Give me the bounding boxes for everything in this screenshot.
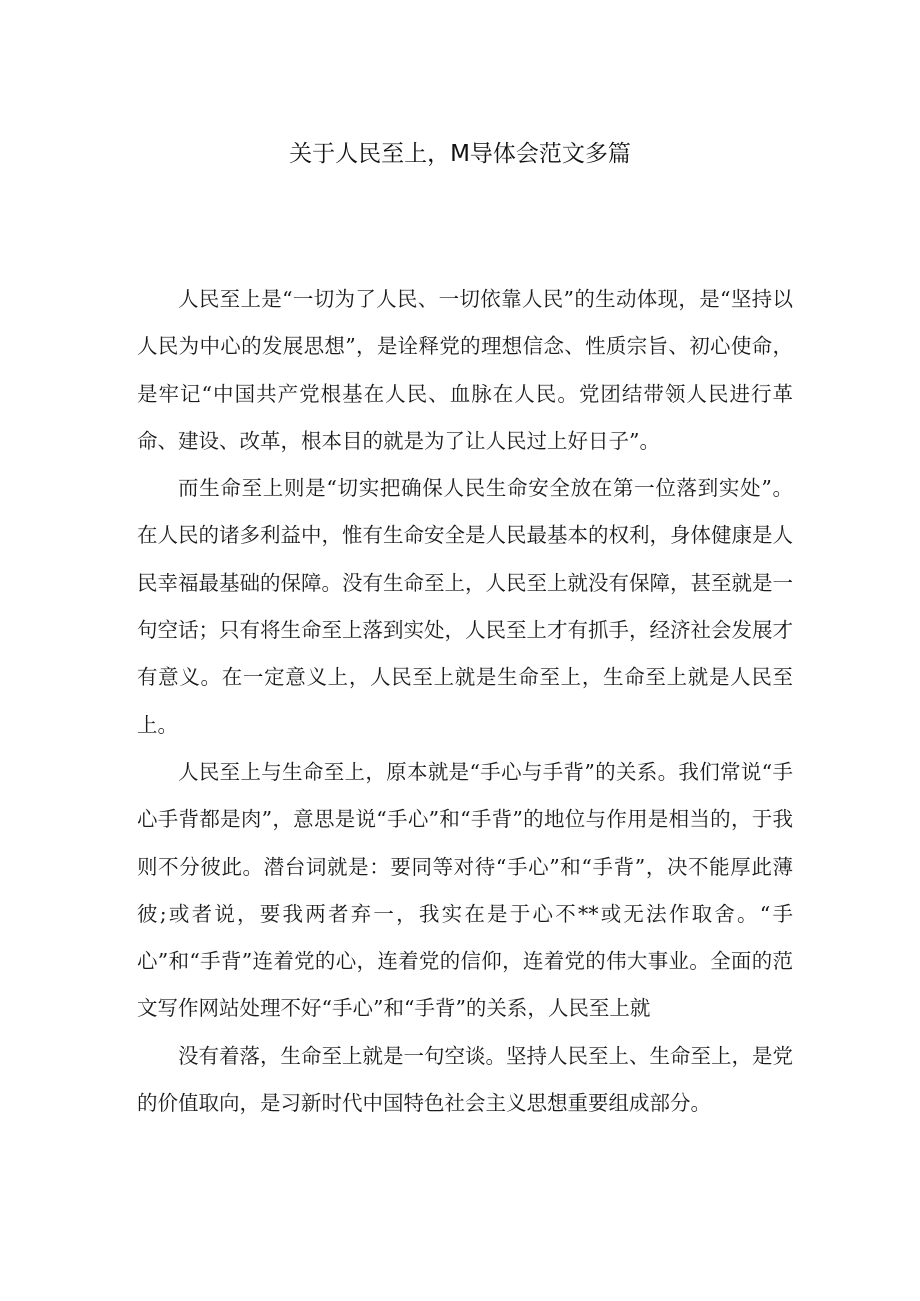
paragraph-2: 而生命至上则是“切实把确保人民生命安全放在第一位落到实处”。在人民的诸多利益中，惟有生命安全是人民最基本的权利，身体健康是人民幸福最基础的保障。没有生命至上，人民至上就没有保障，甚至就是一句空话；只有将生命至上落到实处，人民至上才有抓手，经济社会发展才有意义。在一定意义上，人民至上就是生命至上，生命至上就是人民至上。: [137, 476, 793, 737]
document-body: [137, 276, 793, 1127]
document-title: 关于人民至上，M导体会范文多篇: [289, 141, 631, 167]
paragraph-4: 没有着落，生命至上就是一句空谈。坚持人民至上、生命至上，是党的价值取向，是习新时代中国特色社会主义思想重要组成部分。: [137, 1043, 793, 1116]
paragraph-3: 人民至上与生命至上，原本就是“手心与手背”的关系。我们常说“手心手背都是肉”，意思是说“手心”和“手背”的地位与作用是相当的，于我则不分彼此。潜台词就是：要同等对待“手心”和“手背”，决不能厚此薄彼;或者说，要我两者弃一，我实在是于心不**或无法作取舍。“手心”和“手背”连着党的心，连着党的信仰，连着党的伟大事业。全面的范文写作网站处理不好“手心”和“手背”的关系，人民至上就: [137, 759, 793, 1021]
paragraph-1: 人民至上是“一切为了人民、一切依靠人民”的生动体现，是“坚持以人民为中心的发展思想”，是诠释党的理想信念、性质宗旨、初心使命，是牢记“中国共产党根基在人民、血脉在人民。党团结带领人民进行革命、建设、改革，根本目的就是为了让人民过上好日子”。: [137, 287, 793, 453]
